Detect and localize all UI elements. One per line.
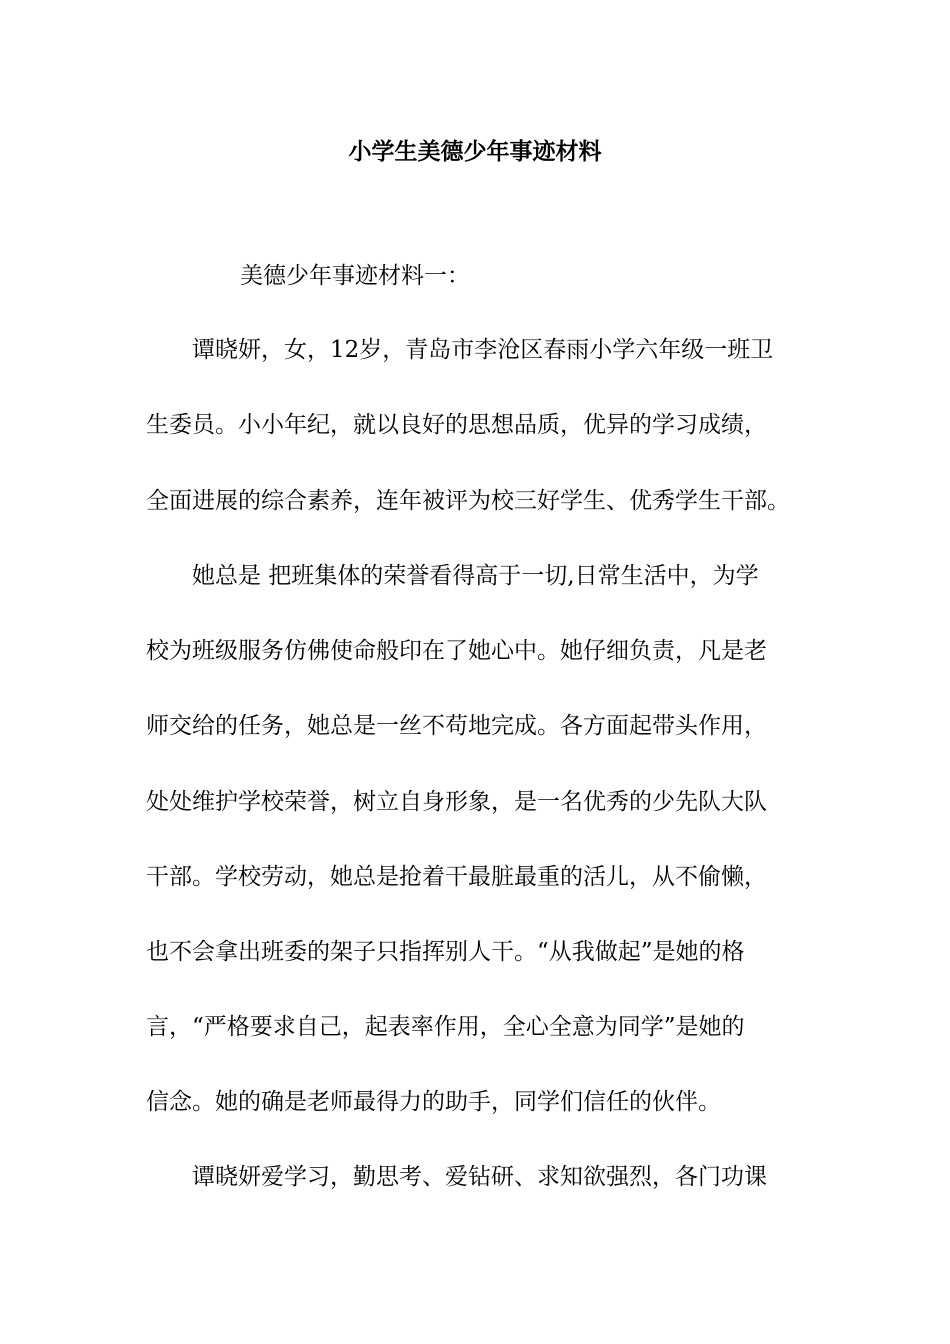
paragraph-line: 言，“严格要求自己，起表率作用，全心全意为同学”是她的 xyxy=(146,1014,745,1040)
paragraph-line: 干部。学校劳动，她总是抢着干最脏最重的活儿，从不偷懒， xyxy=(146,864,767,890)
paragraph-line: 也不会拿出班委的架子只指挥别人干。“从我做起”是她的格 xyxy=(146,939,745,965)
document-title: 小学生美德少年事迹材料 xyxy=(348,138,602,165)
section-heading: 美德少年事迹材料一： xyxy=(240,263,470,289)
paragraph-line: 信念。她的确是老师最得力的助手，同学们信任的伙伴。 xyxy=(146,1089,721,1115)
paragraph-line: 她总是 把班集体的荣誉看得高于一切,日常生活中，为学 xyxy=(192,563,759,589)
paragraph-line: 全面进展的综合素养，连年被评为校三好学生、优秀学生干部。 xyxy=(146,488,790,514)
paragraph-line: 生委员。小小年纪，就以良好的思想品质，优异的学习成绩， xyxy=(146,412,767,438)
paragraph-line: 校为班级服务仿佛使命般印在了她心中。她仔细负责，凡是老 xyxy=(146,638,767,664)
paragraph-line: 师交给的任务，她总是一丝不苟地完成。各方面起带头作用， xyxy=(146,713,767,739)
paragraph-line: 谭晓妍，女，12岁，青岛市李沧区春雨小学六年级一班卫 xyxy=(192,337,774,363)
paragraph-line: 谭晓妍爱学习，勤思考、爱钻研、求知欲强烈，各门功课 xyxy=(192,1164,767,1190)
paragraph-line: 处处维护学校荣誉，树立自身形象，是一名优秀的少先队大队 xyxy=(146,789,767,815)
